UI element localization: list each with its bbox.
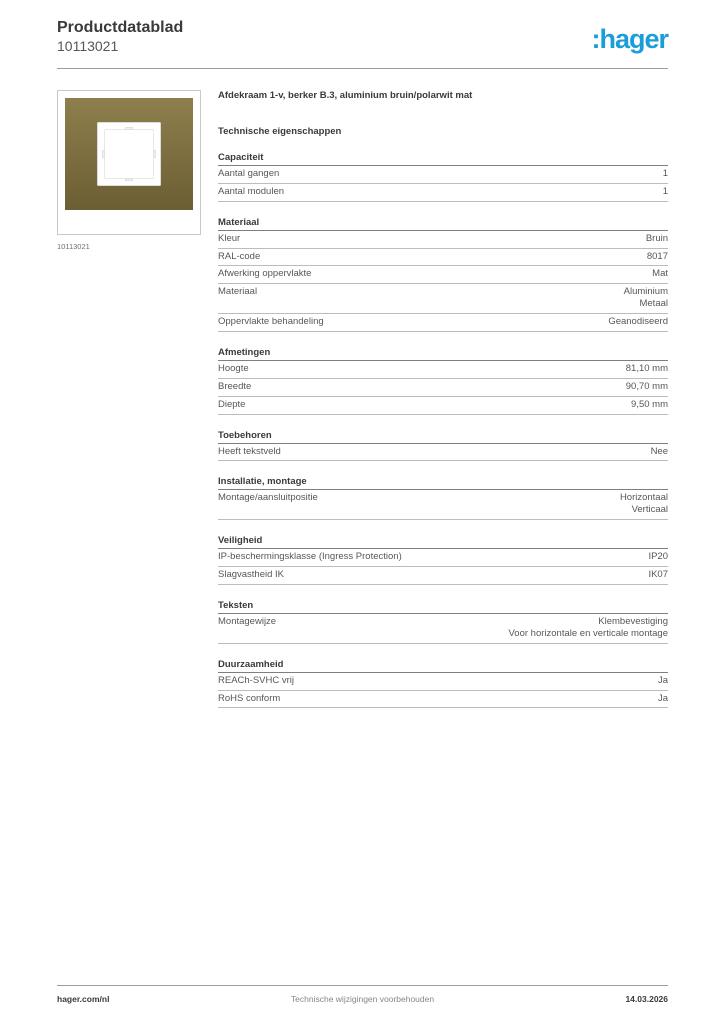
section-rows (218, 444, 668, 462)
section-title: Toebehoren (218, 428, 668, 444)
spec-value (620, 492, 668, 516)
section-title: Installatie, montage (218, 474, 668, 490)
spec-section (218, 345, 668, 415)
table-row (218, 266, 668, 284)
spec-section (218, 533, 668, 585)
spec-section (218, 474, 668, 520)
spec-value-line: IK07 (648, 569, 668, 580)
table-row (218, 673, 668, 691)
spec-value-line: Voor horizontale en verticale montage (508, 627, 668, 639)
table-row (218, 166, 668, 184)
footer-disclaimer: Technische wijzigingen voorbehouden (290, 994, 435, 1004)
spec-value-line: IP20 (648, 551, 668, 563)
page-header (57, 18, 668, 55)
table-row (218, 361, 668, 379)
spec-value-line: Geanodiseerd (608, 316, 668, 327)
spec-value-line: 90,70 mm (625, 380, 668, 392)
spec-value-line: 1 (662, 185, 668, 197)
spec-value-line: 9,50 mm (631, 398, 668, 410)
spec-value-line: Klembevestiging (598, 615, 668, 627)
spec-section (218, 215, 668, 332)
spec-label: Afwerking oppervlakte (218, 268, 312, 280)
section-rows (218, 490, 668, 520)
spec-value-line: Mat (652, 268, 668, 280)
spec-sections (218, 150, 668, 709)
section-rows (218, 361, 668, 415)
spec-value-line: Ja (657, 692, 668, 704)
spec-value (626, 363, 668, 375)
footer-divider (57, 985, 668, 986)
table-row (218, 284, 668, 314)
page-footer (57, 994, 668, 1004)
product-image-caption: 10113021 (57, 242, 90, 251)
header-divider (57, 68, 668, 69)
spec-label: Aantal gangen (218, 167, 280, 179)
spec-value (663, 168, 668, 180)
hager-logo: :hager (591, 24, 668, 54)
spec-label: Breedte (218, 380, 252, 392)
spec-value-line: 1 (662, 167, 668, 179)
spec-value-line: Horizontaal (619, 492, 668, 504)
spec-label: Materiaal (218, 286, 258, 298)
spec-label: Diepte (218, 398, 246, 410)
table-row (218, 231, 668, 249)
spec-value (509, 616, 669, 640)
spec-label: RAL-code (218, 250, 261, 262)
spec-label: Heeft tekstveld (218, 445, 281, 457)
spec-value-line: 81,10 mm (625, 362, 668, 374)
spec-label: Slagvastheid IK (218, 569, 285, 580)
section-rows (218, 614, 668, 644)
section-title: Capaciteit (218, 150, 668, 166)
spec-value (631, 399, 668, 411)
table-row (218, 567, 668, 585)
section-rows (218, 673, 668, 709)
frame-notch-bottom (125, 178, 133, 181)
spec-value (624, 286, 668, 310)
document-title: Productdatablad (57, 19, 184, 36)
product-image (57, 90, 201, 235)
table-row (218, 379, 668, 397)
spec-value-line: Ja (657, 674, 668, 686)
product-number: 10113021 (57, 38, 119, 55)
specs-column (218, 90, 668, 708)
spec-label: Aantal modulen (218, 185, 285, 197)
spec-label: Montage/aansluitpositie (218, 492, 318, 504)
spec-value-line: Verticaal (631, 504, 668, 516)
spec-value (648, 569, 668, 581)
spec-label: REACh-SVHC vrij (218, 674, 295, 686)
section-title: Materiaal (218, 215, 668, 231)
table-row (218, 614, 668, 644)
spec-value (608, 316, 668, 328)
table-row (218, 397, 668, 415)
spec-value (648, 551, 668, 563)
table-row (218, 549, 668, 567)
section-rows (218, 549, 668, 585)
product-frame (65, 98, 193, 210)
spec-value (651, 446, 668, 458)
section-title: Duurzaamheid (218, 657, 668, 673)
table-row (218, 490, 668, 520)
table-row (218, 314, 668, 332)
spec-value (663, 186, 668, 198)
spec-value (647, 251, 668, 263)
frame-opening (104, 129, 154, 179)
footer-date: 14.03.2026 (625, 994, 668, 1004)
section-title: Afmetingen (218, 345, 668, 361)
frame-notch-top (125, 127, 133, 130)
spec-section (218, 598, 668, 644)
spec-value-line: Bruin (645, 232, 668, 244)
table-row (218, 691, 668, 709)
frame-inner-white (97, 122, 161, 186)
table-row (218, 249, 668, 267)
spec-section (218, 428, 668, 462)
section-title: Veiligheid (218, 533, 668, 549)
spec-label: Montagewijze (218, 615, 277, 627)
spec-label: Kleur (218, 232, 241, 244)
spec-value-line: 8017 (646, 250, 668, 262)
spec-section (218, 657, 668, 709)
frame-notch-left (102, 150, 105, 158)
spec-label: IP-beschermingsklasse (Ingress Protection) (218, 551, 402, 563)
spec-value (646, 233, 668, 245)
spec-value (626, 381, 668, 393)
spec-value (658, 693, 668, 705)
tech-properties-heading: Technische eigenschappen (218, 125, 342, 137)
spec-label: Oppervlakte behandeling (218, 316, 324, 327)
footer-website: hager.com/nl (57, 994, 110, 1004)
spec-section (218, 150, 668, 202)
main-content (57, 90, 668, 708)
spec-value-line: Metaal (639, 298, 668, 310)
spec-label: RoHS conform (218, 692, 281, 704)
section-rows (218, 231, 668, 332)
frame-notch-right (153, 150, 156, 158)
section-rows (218, 166, 668, 202)
table-row (218, 184, 668, 202)
spec-label: Hoogte (218, 362, 249, 374)
spec-value (652, 268, 668, 280)
table-row (218, 444, 668, 462)
spec-value (658, 675, 668, 687)
section-title: Teksten (218, 598, 668, 614)
product-image-column (57, 90, 218, 708)
product-title: Afdekraam 1-v, berker B.3, aluminium bruin/polarwit mat (218, 90, 473, 101)
spec-value-line: Aluminium (623, 286, 668, 298)
spec-value-line: Nee (650, 445, 668, 457)
